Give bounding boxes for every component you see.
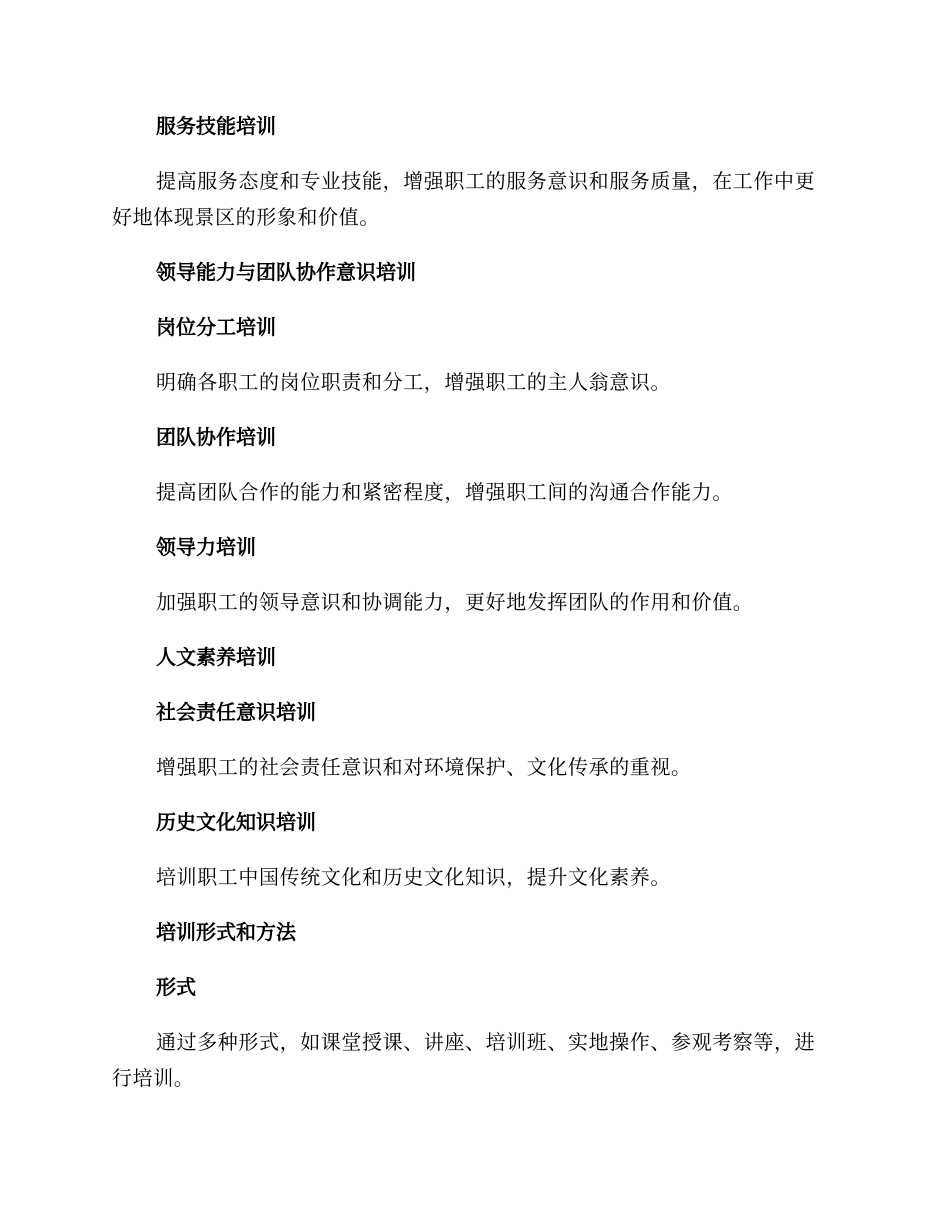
paragraph-social-responsibility: 增强职工的社会责任意识和对环境保护、文化传承的重视。 xyxy=(156,755,692,779)
subheading-form: 形式 xyxy=(156,975,196,999)
paragraph-form: 通过多种形式，如课堂授课、讲座、培训班、实地操作、参观考察等，进行培训。 xyxy=(112,1030,816,1090)
section-heading-humanities: 人文素养培训 xyxy=(156,645,276,669)
section-heading-service-skills: 服务技能培训 xyxy=(156,114,276,138)
section-heading-training-methods: 培训形式和方法 xyxy=(156,920,296,944)
subheading-job-division: 岗位分工培训 xyxy=(156,315,276,339)
paragraph-job-division: 明确各职工的岗位职责和分工，增强职工的主人翁意识。 xyxy=(156,370,671,394)
paragraph-teamwork: 提高团队合作的能力和紧密程度，增强职工间的沟通合作能力。 xyxy=(156,480,733,504)
subheading-leadership: 领导力培训 xyxy=(156,535,256,559)
paragraph-leadership: 加强职工的领导意识和协调能力，更好地发挥团队的作用和价值。 xyxy=(156,590,754,614)
paragraph-history-culture: 培训职工中国传统文化和历史文化知识，提升文化素养。 xyxy=(156,865,671,889)
subheading-teamwork: 团队协作培训 xyxy=(156,425,276,449)
paragraph-service-skills: 提高服务态度和专业技能，增强职工的服务意识和服务质量，在工作中更好地体现景区的形象和价值。 xyxy=(112,169,816,229)
section-heading-leadership-teamwork: 领导能力与团队协作意识培训 xyxy=(156,260,416,284)
subheading-history-culture: 历史文化知识培训 xyxy=(156,810,316,834)
subheading-social-responsibility: 社会责任意识培训 xyxy=(156,700,316,724)
document-body xyxy=(112,108,832,1115)
